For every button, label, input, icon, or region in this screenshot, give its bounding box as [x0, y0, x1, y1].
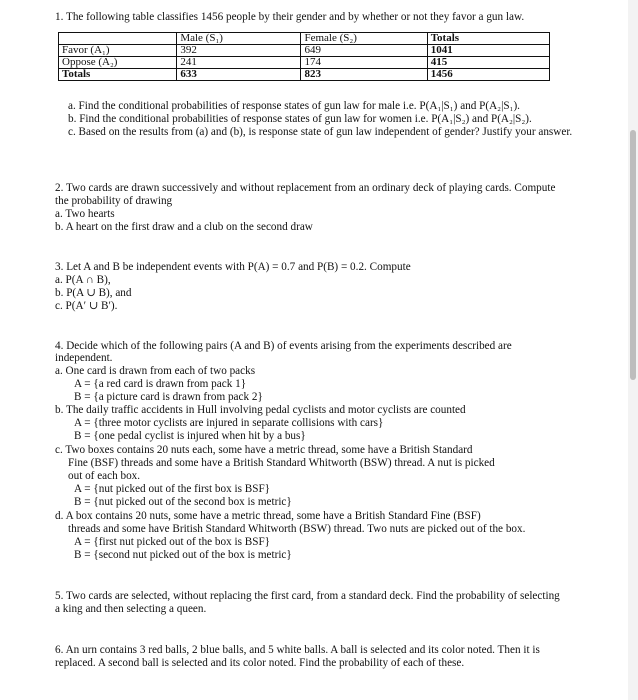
- q6-line1: 6. An urn contains 3 red balls, 2 blue balls, and 5 white balls. A ball is selected and its color noted. Then it is: [55, 644, 540, 656]
- q4-a-event-a: A = {a red card is drawn from pack 1}: [74, 378, 247, 390]
- table-cell: 1041: [427, 45, 549, 57]
- table-cell: 1456: [427, 69, 549, 81]
- table-cell: 392: [177, 45, 301, 57]
- table-cell: Totals: [427, 33, 549, 45]
- q4-c-event-b: B = {nut picked out of the second box is metric}: [74, 496, 292, 508]
- q5-line2: a king and then selecting a queen.: [55, 603, 207, 615]
- q1-intro: 1. The following table classifies 1456 people by their gender and by whether or not they favor a gun law.: [55, 11, 525, 23]
- q6-line2: replaced. A second ball is selected and its color noted. Find the probability of each of these.: [55, 657, 465, 669]
- q4-part-b: b. The daily traffic accidents in Hull involving pedal cyclists and motor cyclists are counted: [55, 404, 466, 416]
- table-cell: 415: [427, 57, 549, 69]
- table-header-row: [59, 33, 550, 45]
- q5-line1: 5. Two cards are selected, without replacing the first card, from a standard deck. Find the probability of selecting: [55, 590, 560, 602]
- q3-part-c: c. P(A′ ∪ B′).: [55, 300, 118, 312]
- q4-part-d-line1: d. A box contains 20 nuts, some have a metric thread, some have a British Standard Fine (BSF): [55, 510, 481, 522]
- table-cell: [59, 33, 177, 45]
- table-row: [59, 69, 550, 81]
- q4-d-event-a: A = {first nut picked out of the box is BSF}: [74, 536, 271, 548]
- q3-part-b: b. P(A ∪ B), and: [55, 287, 132, 299]
- q4-b-event-b: B = {one pedal cyclist is injured when hit by a bus}: [74, 430, 306, 442]
- q4-intro-line1: 4. Decide which of the following pairs (A and B) of events arising from the experiments described are: [55, 340, 512, 352]
- table-row: [59, 57, 550, 69]
- table-cell: 823: [301, 69, 427, 81]
- q4-part-c-line3: out of each box.: [68, 470, 141, 482]
- q4-b-event-a: A = {three motor cyclists are injured in separate collisions with cars}: [74, 417, 384, 429]
- q2-intro-line2: the probability of drawing: [55, 195, 173, 207]
- table-cell: Male (S₁): [177, 33, 301, 45]
- table-cell: Female (S₂): [301, 33, 427, 45]
- q4-c-event-a: A = {nut picked out of the first box is BSF}: [74, 483, 271, 495]
- q4-part-c-line2: Fine (BSF) threads and some have a British Standard Whitworth (BSW) thread. A nut is picked: [68, 457, 495, 469]
- table-cell: 633: [177, 69, 301, 81]
- q2-intro-line1: 2. Two cards are drawn successively and without replacement from an ordinary deck of playing cards. Compute: [55, 182, 556, 194]
- table-cell: 241: [177, 57, 301, 69]
- q4-a-event-b: B = {a picture card is drawn from pack 2}: [74, 391, 263, 403]
- vertical-scrollbar[interactable]: [628, 0, 638, 700]
- q4-part-a: a. One card is drawn from each of two packs: [55, 365, 256, 377]
- q4-intro-line2: independent.: [55, 352, 113, 364]
- table-row: [59, 45, 550, 57]
- q4-part-d-line2: threads and some have British Standard Whitworth (BSW) thread. Two nuts are picked out of the box.: [68, 523, 526, 535]
- gun-law-table: [58, 32, 550, 81]
- table-cell: Totals: [59, 69, 177, 81]
- table-cell: Favor (A₁): [59, 45, 177, 57]
- scrollbar-thumb[interactable]: [630, 130, 636, 380]
- q1-part-c: c. Based on the results from (a) and (b), is response state of gun law independent of gender? Justify your answer.: [68, 126, 573, 138]
- q4-d-event-b: B = {second nut picked out of the box is metric}: [74, 549, 292, 561]
- q1-part-a: a. Find the conditional probabilities of response states of gun law for male i.e. P(A₁|S₁) and P(A₂|S₁).: [68, 100, 520, 112]
- table-cell: 174: [301, 57, 427, 69]
- q1-part-b: b. Find the conditional probabilities of response states of gun law for women i.e. P(A₁|S₂) and P(A₂|S₂).: [68, 113, 532, 125]
- table-cell: 649: [301, 45, 427, 57]
- q4-part-c-line1: c. Two boxes contains 20 nuts each, some have a metric thread, some have a British Standard: [55, 444, 473, 456]
- q2-part-b: b. A heart on the first draw and a club on the second draw: [55, 221, 313, 233]
- q3-intro: 3. Let A and B be independent events with P(A) = 0.7 and P(B) = 0.2. Compute: [55, 261, 411, 273]
- q2-part-a: a. Two hearts: [55, 208, 115, 220]
- table-cell: Oppose (A₂): [59, 57, 177, 69]
- q3-part-a: a. P(A ∩ B),: [55, 274, 111, 286]
